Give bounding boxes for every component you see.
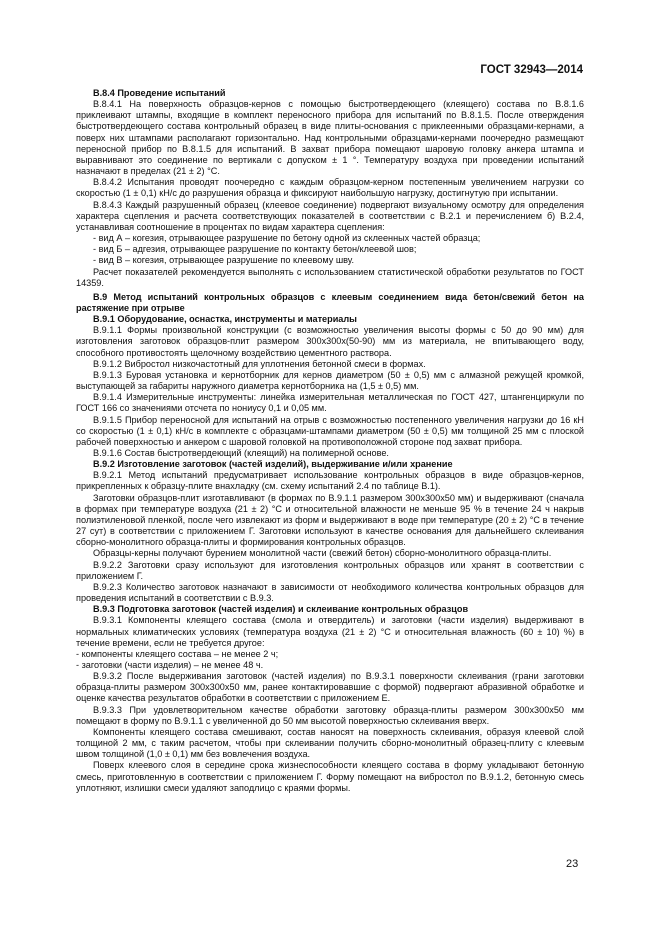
section-heading: В.8.4 Проведение испытаний bbox=[93, 88, 226, 98]
paragraph: В.9.3.3 При удовлетворительном качестве обработки заготовку образца-плиты размером 300х300х50 мм помещают в форму по В.9.1.1 с увеличенной до 50 мм высотой поверхностью склеивания вверх. bbox=[76, 704, 584, 726]
paragraph: В.8.4.2 Испытания проводят поочередно с каждым образцом-керном постепенным увеличением нагрузки со скоростью (1 ± 0,1) кН/с до разрушения образца и фиксируют наибольшую нагрузку, достигнутую при испытании. bbox=[76, 177, 584, 199]
paragraph: - заготовки (части изделия) – не менее 48 ч. bbox=[76, 659, 264, 670]
paragraph: - вид Б – адгезия, отрывающее разрушение по контакту бетон/клеевой шов; bbox=[93, 244, 417, 255]
paragraph: Поверх клеевого слоя в середине срока жизнеспособности клеящего состава в форму укладывают бетонную смесь, приготовленную в соответствии с приложением Г. Форму помещают на вибростол по В.9.1.2, бетонную смесь уплотняют, излишки смеси удаляют заподлицо с краями формы. bbox=[76, 760, 584, 793]
paragraph: В.9.3.2 После выдерживания заготовок (частей изделия) по В.9.3.1 поверхности склеивания (грани заготовки образца-плиты размером 300х300х50 мм, ранее контактировавшие с формой) подвергают абразивной обработке и оценке качества результатов обработки в соответствии с приложением Е. bbox=[76, 671, 584, 704]
paragraph: - вид А – когезия, отрывающее разрушение по бетону одной из склеенных частей образца; bbox=[93, 233, 481, 244]
paragraph: Заготовки образцов-плит изготавливают (в формах по В.9.1.1 размером 300х300х50 мм) и выдерживают (сначала в формах при температуре воздуха (21 ± 2) °С и относительной влажности не меньше 95 % в течение 24 ч накрыв полиэтиленовой пленкой, после чего извлекают из форм и выдерживают в воде при температуре (20 ± 2) °С в течение 27 сут) в соответствии с приложением Г. Заготовки используют в качестве основания для дальнейшего склеивания сборно-монолитного образца-плиты и формирования контрольных образцов. bbox=[76, 492, 584, 548]
paragraph: Компоненты клеящего состава смешивают, состав наносят на поверхность склеивания, образуя клеевой слой толщиной 2 мм, с таким расчетом, чтобы при склеивании получить сборно-монолитный образец-плиту с клеевым швом толщиной (1,0 ± 0,1) мм без вовлечения воздуха. bbox=[76, 726, 584, 760]
section-heading: В.9 Метод испытаний контрольных образцов с клеевым соединением вида бетон/свежий бетон на растяжение при отрыве bbox=[76, 291, 584, 313]
paragraph: Образцы-керны получают бурением монолитной части (свежий бетон) сборно-монолитного образца-плиты. bbox=[93, 548, 552, 559]
page-number: 23 bbox=[566, 858, 579, 870]
paragraph: В.9.2.2 Заготовки сразу используют для изготовления контрольных образцов или хранят в соответствии с приложением Г. bbox=[76, 559, 584, 581]
document-body bbox=[76, 88, 584, 794]
paragraph: - компоненты клеящего состава – не менее 2 ч; bbox=[76, 648, 279, 659]
paragraph: - вид В – когезия, отрывающее разрушение по клеевому шву. bbox=[93, 255, 354, 266]
paragraph: В.9.3.1 Компоненты клеящего состава (смола и отвердитель) и заготовки (части изделия) выдерживают в нормальных климатических условиях (температура воздуха (21 ± 2) °С и относительная влажность (60 ± 10) %) в течение времени, если не требуется другое: bbox=[76, 615, 584, 648]
paragraph: В.8.4.1 На поверхность образцов-кернов с помощью быстротвердеющего (клеящего) состава по В.8.1.6 приклеивают штампы, входящие в комплект переносного прибора для испытаний по В.8.1.5. После отверждения быстротвердеющего состава контрольный образец в виде плиты-основания с приклеенными образцами-кернами, а поверх них штампами располагают горизонтально. Над контрольными образцами-кернами поочередно размещают переносной прибор по В.8.1.5 для испытаний. В захват прибора помещают шаровую головку анкера штампа и выравнивают это соединение по вертикали с допуском ± 1 °. Температуру воздуха при проведении испытаний назначают в пределах (21 ± 2) °С. bbox=[76, 99, 584, 177]
paragraph: В.8.4.3 Каждый разрушенный образец (клеевое соединение) подвергают визуальному осмотру для определения характера сцепления и расчета соответствующих показателей в соответствии с В.2.1 и перечислением б) В.2.4, устанавливая соотношение в процентах по видам характера сцепления: bbox=[76, 199, 584, 232]
section-heading: В.9.3 Подготовка заготовок (частей изделия) и склеивание контрольных образцов bbox=[93, 604, 469, 615]
paragraph: В.9.1.5 Прибор переносной для испытаний на отрыв с возможностью постепенного увеличения нагрузки до 16 кН со скоростью (1 ± 0,1) кН/с в комплекте с образцами-штампами диаметром (50 ± 0,5) мм толщиной 25 мм с плоской рабочей поверхностью и анкером с шаровой головкой на противоположной стороне под захват прибора. bbox=[76, 414, 584, 447]
paragraph: В.9.1.3 Буровая установка и кернотборник для кернов диаметром (50 ± 0,5) мм с алмазной режущей кромкой, выступающей за габариты наружного диаметра кернотборника на (1,5 ± 0,5) мм. bbox=[76, 369, 584, 392]
document-number: ГОСТ 32943—2014 bbox=[480, 64, 583, 76]
paragraph: В.9.1.2 Вибростол низкочастотный для уплотнения бетонной смеси в формах. bbox=[93, 358, 426, 369]
paragraph: В.9.2.3 Количество заготовок назначают в зависимости от необходимого количества контрольных образцов для проведения испытаний в соответствии с В.9.3. bbox=[76, 581, 584, 604]
paragraph: В.9.1.4 Измерительные инструменты: линейка измерительная металлическая по ГОСТ 427, штангенциркули по ГОСТ 166 со значениями отсчета по нониусу 0,1 и 0,05 мм. bbox=[76, 392, 584, 414]
section-heading: В.9.2 Изготовление заготовок (частей изделий), выдерживание и/или хранение bbox=[93, 459, 453, 470]
paragraph: В.9.2.1 Метод испытаний предусматривает использование контрольных образцов в виде образцов-кернов, прикрепленных к образцу-плите внахладку (см. схему испытаний 2.4 по таблице В.1). bbox=[76, 470, 584, 492]
paragraph: В.9.1.1 Формы произвольной конструкции (с возможностью увеличения высоты формы с 50 до 90 мм) для изготовления заготовок образцов-плит размером 300х300х(50-90) мм из материала, не впитывающего воду, способного противостоять щелочному воздействию цементного раствора. bbox=[76, 325, 584, 358]
section-heading: В.9.1 Оборудование, оснастка, инструменты и материалы bbox=[93, 314, 357, 325]
paragraph: В.9.1.6 Состав быстротвердеющий (клеящий) на полимерной основе. bbox=[93, 448, 389, 458]
paragraph: Расчет показателей рекомендуется выполнять с использованием статистической обработки результатов по ГОСТ 14359. bbox=[76, 266, 584, 288]
